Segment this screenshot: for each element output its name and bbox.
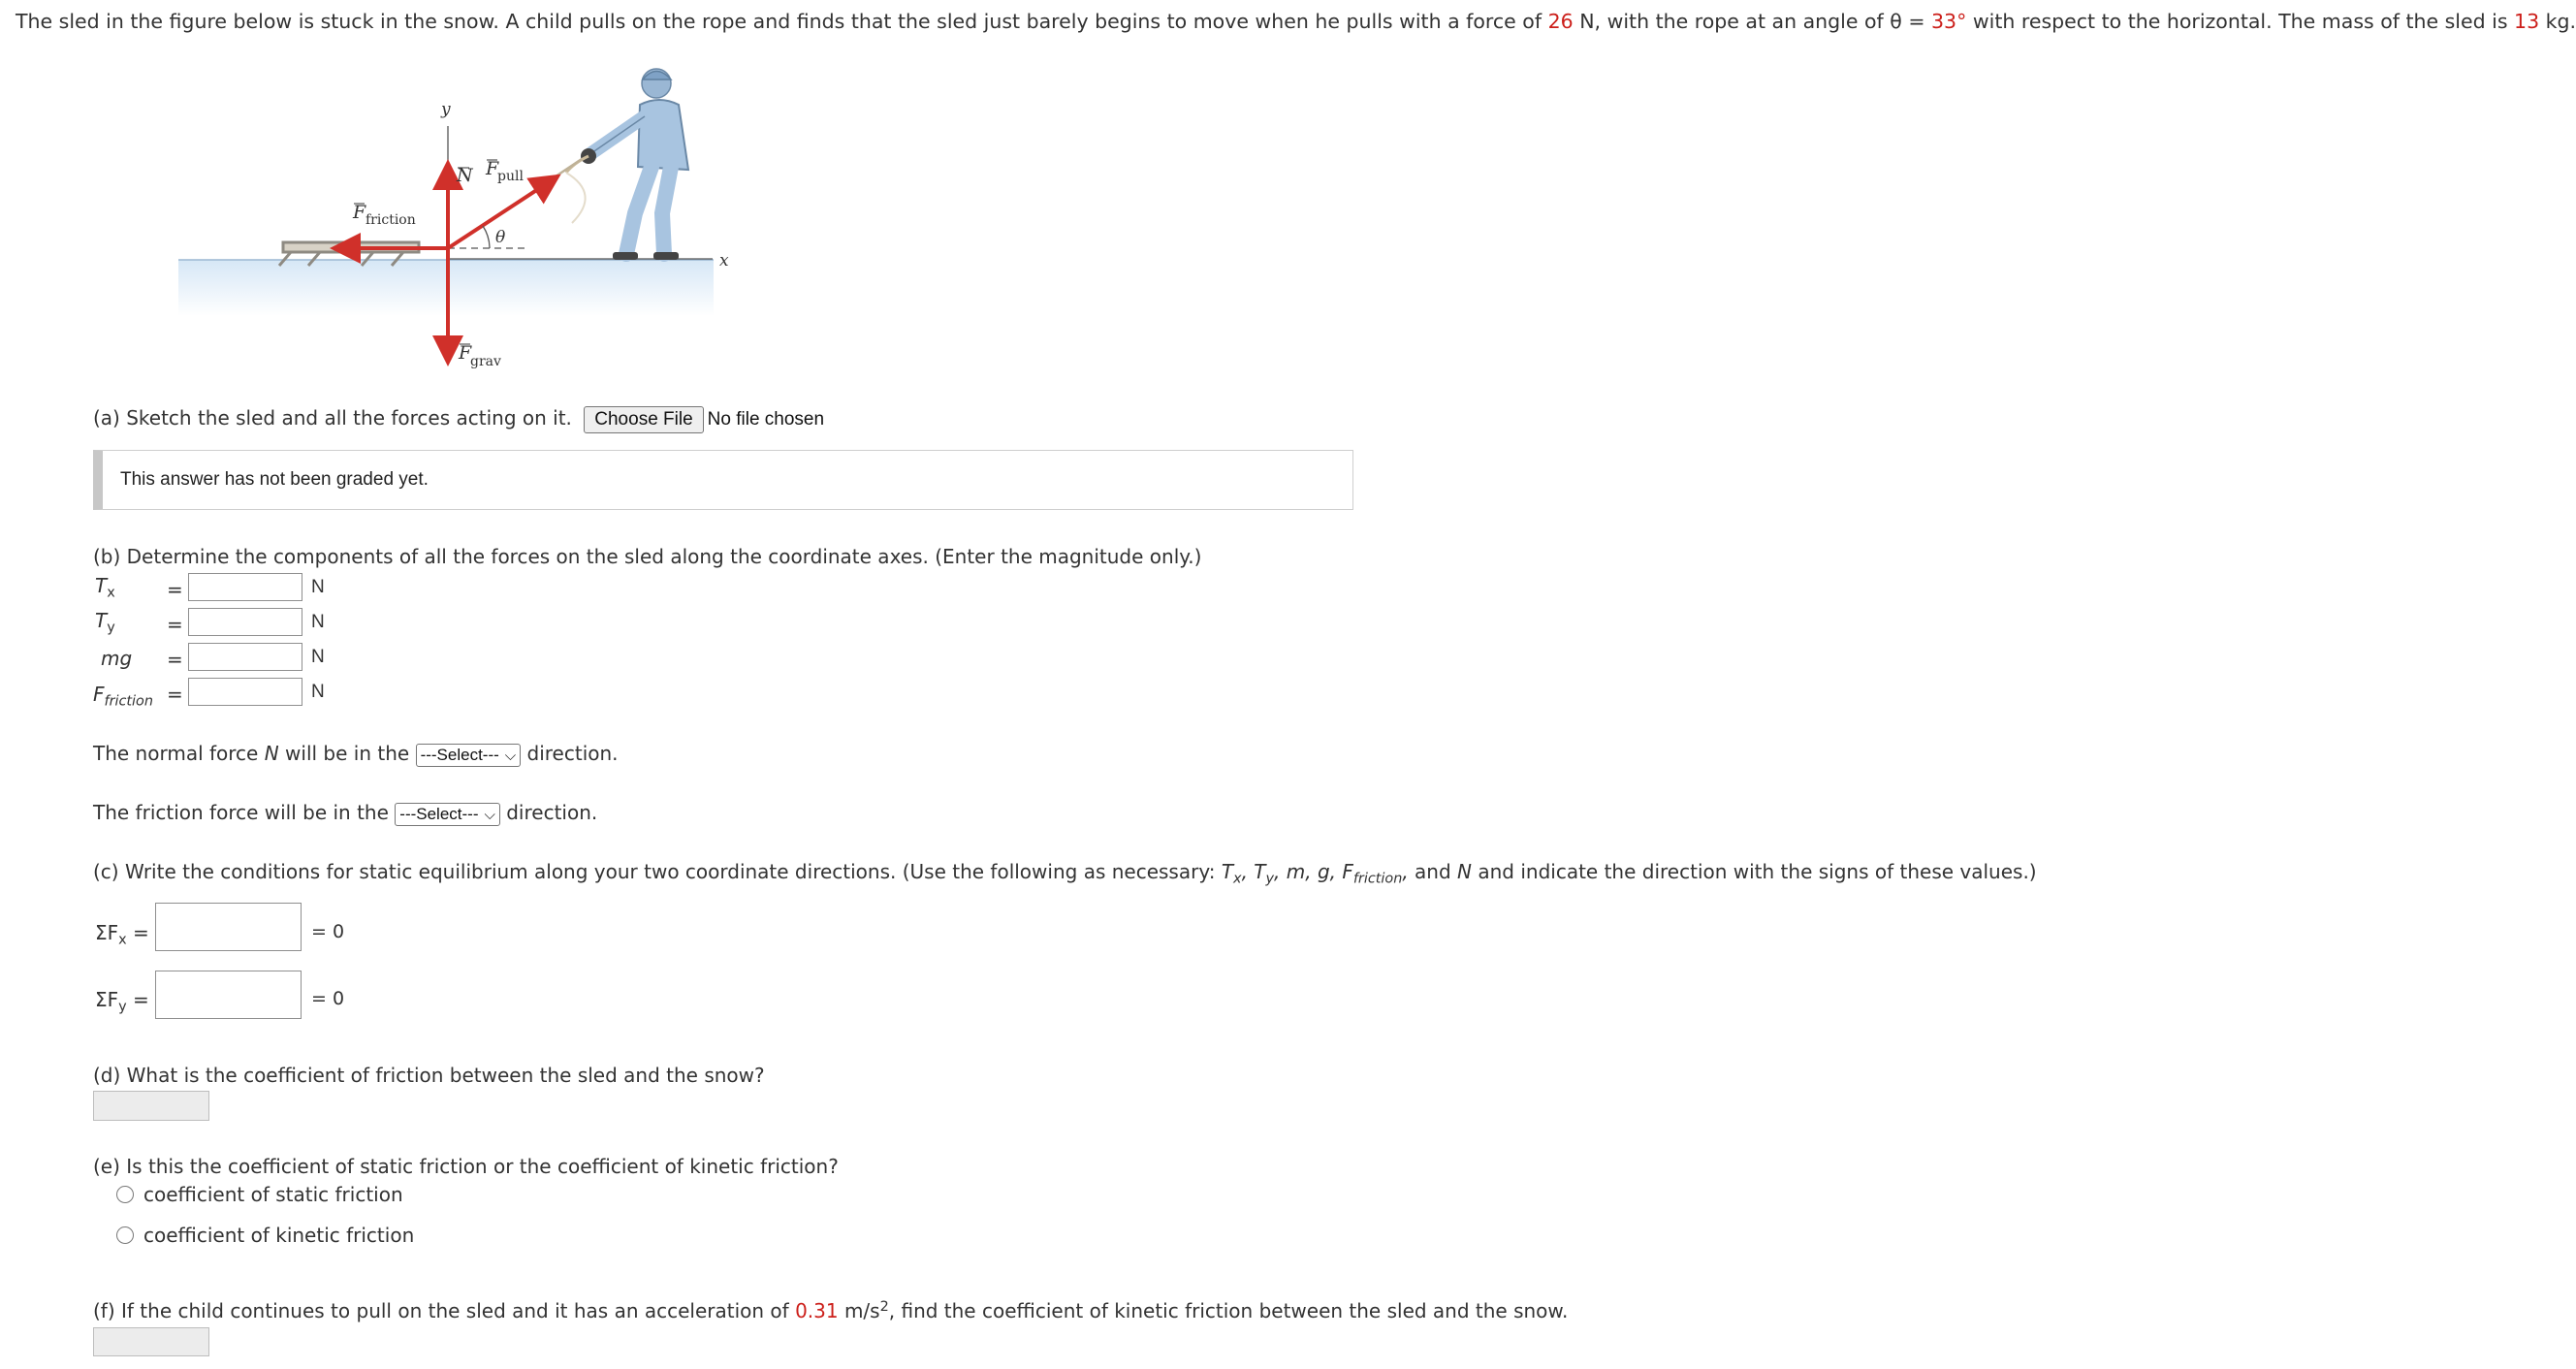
friction-equals: = (167, 683, 183, 706)
static-option-label: coefficient of static friction (143, 1183, 403, 1206)
graded-status-text: This answer has not been graded yet. (120, 469, 429, 490)
friction-var: F (93, 683, 105, 706)
part-c-vars: $T_x$, $T_y$, m, g, $F_{friction}$, (1221, 860, 1409, 887)
sum-fy-symbol: ΣF (95, 988, 119, 1011)
sled-figure (175, 58, 737, 393)
sum-fx-label (95, 921, 149, 947)
ty-label (95, 609, 115, 635)
friction-force-label: F (353, 202, 366, 223)
friction-unit: N (311, 682, 325, 702)
ty-sub: y (107, 620, 115, 636)
sum-fy-label (95, 988, 149, 1014)
friction-select-label: ---Select--- (399, 804, 479, 823)
tx-label (95, 574, 115, 600)
mg-equals: = (167, 648, 183, 671)
sum-fx-equals-zero: = 0 (311, 921, 345, 942)
intro-text-4: kg. (2539, 10, 2576, 33)
part-f-question (93, 1299, 1568, 1322)
ty-equals: = (167, 613, 183, 636)
part-f-text-3: , find the coefficient of kinetic friction between the sled and the snow. (888, 1299, 1569, 1323)
static-friction-option[interactable] (116, 1183, 403, 1206)
normal-select-label: ---Select--- (420, 745, 499, 764)
kinetic-option-label: coefficient of kinetic friction (143, 1224, 415, 1247)
part-c-pre: (c) Write the conditions for static equilibrium along your two coordinate directions. (Use the following as necessary: (93, 860, 1222, 883)
gravity-force-subscript: grav (470, 354, 501, 369)
sum-fx-sub: x (118, 932, 127, 948)
pull-force-value: 26 (1547, 10, 1574, 33)
static-radio[interactable] (116, 1186, 134, 1203)
y-axis-label: y (441, 100, 451, 119)
intro-text-1: The sled in the figure below is stuck in the snow. A child pulls on the rope and finds that the sled just barely begins to move when he pulls with a force of (16, 10, 1548, 33)
part-a-question: (a) Sketch the sled and all the forces acting on it. (93, 406, 572, 430)
normal-direction-suffix: direction. (526, 742, 619, 765)
friction-input[interactable] (188, 678, 302, 706)
ty-input[interactable] (188, 608, 302, 636)
normal-mid-text: will be in the (278, 742, 410, 765)
mg-var: mg (101, 647, 133, 670)
file-status: No file chosen (707, 409, 825, 430)
part-a-row (93, 406, 824, 433)
sum-fx-eq: = (133, 921, 149, 944)
problem-intro (16, 10, 2576, 33)
normal-var: N (264, 742, 279, 765)
sum-fy-eq: = (133, 988, 149, 1011)
normal-direction-select[interactable] (416, 744, 522, 767)
part-f-text-1: (f) If the child continues to pull on the sled and it has an acceleration of (93, 1299, 796, 1323)
friction-direction-select[interactable] (395, 803, 500, 826)
kinetic-friction-option[interactable] (116, 1224, 414, 1247)
part-f-text-2: m/s (838, 1299, 880, 1323)
part-d-question: (d) What is the coefficient of friction between the sled and the snow? (93, 1064, 765, 1087)
mg-input[interactable] (188, 643, 302, 671)
part-b-question: (b) Determine the components of all the forces on the sled along the coordinate axes. (Enter the magnitude only.) (93, 545, 1202, 568)
pull-force-subscript: pull (497, 169, 524, 184)
friction-label (93, 683, 153, 709)
part-e-question: (e) Is this the coefficient of static friction or the coefficient of kinetic friction? (93, 1155, 839, 1178)
tx-equals: = (167, 578, 183, 601)
theta-label: θ (495, 228, 506, 247)
gravity-force-label: F (459, 342, 472, 364)
chevron-down-icon: ⌵ (484, 806, 495, 823)
tx-sub: x (107, 585, 115, 601)
sum-fx-symbol: ΣF (95, 921, 119, 944)
choose-file-button[interactable]: Choose File (584, 406, 703, 433)
friction-sub: friction (104, 693, 153, 710)
ty-var: T (95, 609, 108, 632)
friction-direction-suffix: direction. (506, 801, 598, 824)
intro-text-3: with respect to the horizontal. The mass of the sled is (1966, 10, 2515, 33)
sum-fy-sub: y (118, 999, 127, 1015)
tx-input[interactable] (188, 573, 302, 601)
part-c-question: (c) Write the conditions for static equilibrium along your two coordinate directions. (Use the following as necessary: $T_x$, $T_y$, m, g, $F_{friction}$, and N and indicate the direction with the signs of these values.) (93, 860, 2037, 887)
friction-direction-row (93, 801, 597, 826)
acceleration-value: 0.31 (795, 1299, 839, 1323)
mg-label (101, 647, 132, 670)
friction-force-subscript: friction (366, 212, 416, 228)
x-axis-label: x (719, 251, 729, 271)
ty-unit: N (311, 612, 325, 632)
graded-status-box (93, 450, 1353, 510)
friction-pre-text: The friction force will be in the (93, 801, 389, 824)
angle-value: 33° (1931, 10, 1967, 33)
pull-force-label: F (486, 158, 499, 179)
part-f-sup: 2 (879, 1299, 889, 1315)
kinetic-radio[interactable] (116, 1226, 134, 1244)
normal-direction-row (93, 742, 619, 767)
part-c-post: and indicate the direction with the signs of these values.) (1472, 860, 2037, 883)
mass-value: 13 (2514, 10, 2540, 33)
normal-force-label: N (457, 165, 473, 186)
sum-fy-equals-zero: = 0 (311, 988, 345, 1009)
intro-text-2: N, with the rope at an angle of θ = (1573, 10, 1932, 33)
sum-fy-input[interactable] (155, 971, 302, 1019)
chevron-down-icon: ⌵ (504, 747, 517, 764)
part-d-answer-box[interactable] (93, 1091, 209, 1121)
tx-unit: N (311, 577, 325, 597)
sum-fx-input[interactable] (155, 903, 302, 951)
normal-pre-text: The normal force (93, 742, 265, 765)
mg-unit: N (311, 647, 325, 667)
child-figure (566, 69, 688, 260)
tx-var: T (95, 574, 108, 597)
part-f-answer-box[interactable] (93, 1327, 209, 1356)
